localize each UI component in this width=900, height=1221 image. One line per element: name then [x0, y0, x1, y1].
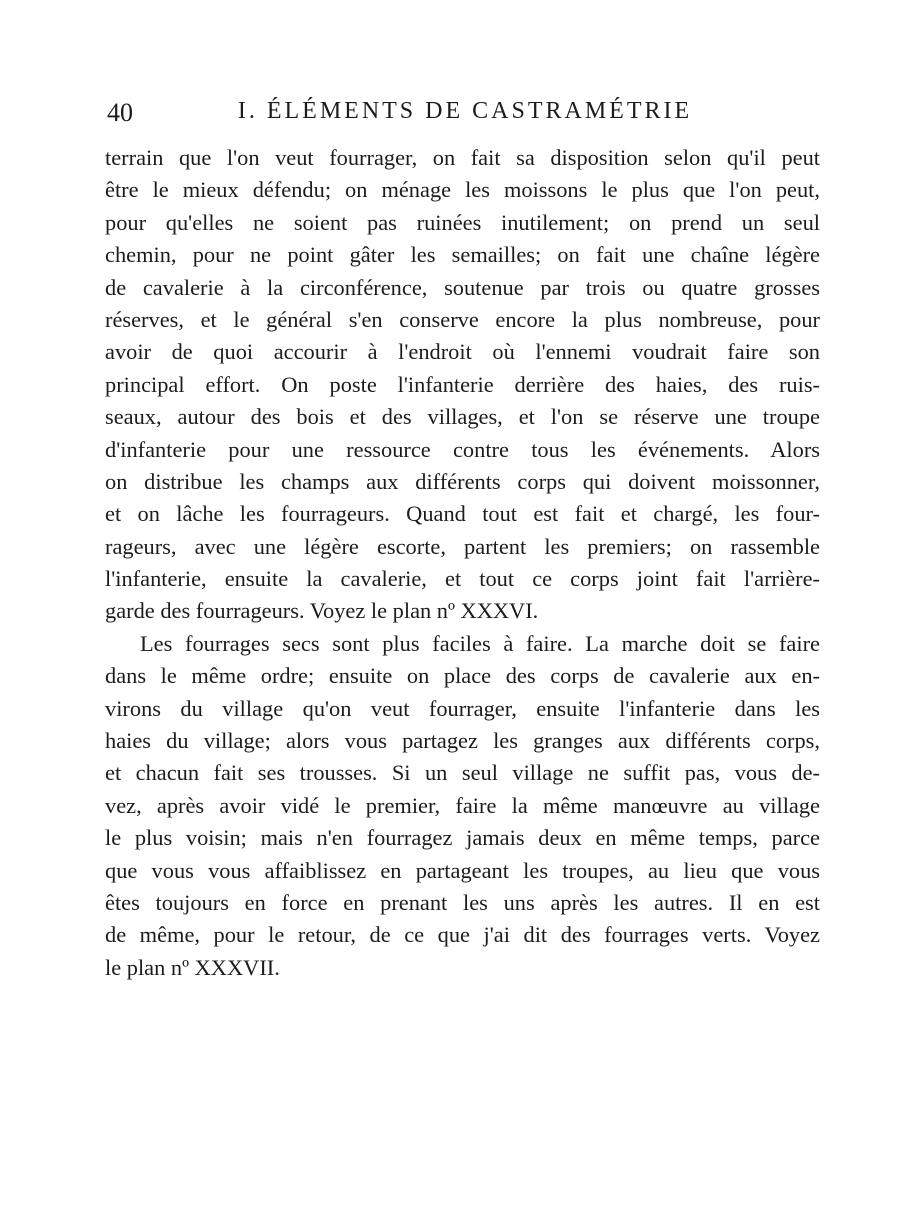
- text-line: pour qu'elles ne soient pas ruinées inutilement; on prend un seul: [105, 209, 820, 235]
- text-line: rageurs, avec une légère escorte, partent les premiers; on rassemble: [105, 533, 820, 559]
- text-line: êtes toujours en force en prenant les uns après les autres. Il en est: [105, 889, 820, 915]
- paragraph-1: [105, 142, 820, 628]
- text-line: virons du village qu'on veut fourrager, ensuite l'infanterie dans les: [105, 695, 820, 721]
- text-line: chemin, pour ne point gâter les semailles; on fait une chaîne légère: [105, 242, 820, 268]
- text-line: et chacun fait ses trousses. Si un seul village ne suffit pas, vous de-: [105, 760, 820, 786]
- text-line: de même, pour le retour, de ce que j'ai dit des fourrages verts. Voyez: [105, 922, 820, 948]
- text-line: haies du village; alors vous partagez les granges aux différents corps,: [105, 728, 820, 754]
- text-line: on distribue les champs aux différents corps qui doivent moissonner,: [105, 468, 820, 494]
- text-line: dans le même ordre; ensuite on place des corps de cavalerie aux en-: [105, 663, 820, 689]
- text-line: avoir de quoi accourir à l'endroit où l'ennemi voudrait faire son: [105, 339, 820, 365]
- text-line: d'infanterie pour une ressource contre tous les événements. Alors: [105, 436, 820, 462]
- text-line: et on lâche les fourrageurs. Quand tout est fait et chargé, les four-: [105, 501, 820, 527]
- text-line: être le mieux défendu; on ménage les moissons le plus que l'on peut,: [105, 177, 820, 203]
- text-line: seaux, autour des bois et des villages, et l'on se réserve une troupe: [105, 404, 820, 430]
- running-head: I. ÉLÉMENTS DE CASTRAMÉTRIE: [237, 98, 693, 124]
- page-header: [105, 96, 825, 132]
- text-line: garde des fourrageurs. Voyez le plan nº XXXVI.: [105, 598, 539, 624]
- text-line: que vous vous affaiblissez en partageant les troupes, au lieu que vous: [105, 857, 820, 883]
- text-line: vez, après avoir vidé le premier, faire la même manœuvre au village: [105, 792, 820, 818]
- text-line: réserves, et le général s'en conserve encore la plus nombreuse, pour: [105, 306, 820, 332]
- text-line: le plus voisin; mais n'en fourragez jamais deux en même temps, parce: [105, 825, 820, 851]
- text-line: le plan nº XXXVII.: [105, 954, 280, 980]
- text-line: l'infanterie, ensuite la cavalerie, et tout ce corps joint fait l'arrière-: [105, 566, 820, 592]
- text-line: de cavalerie à la circonférence, soutenue par trois ou quatre grosses: [105, 274, 820, 300]
- text-line: terrain que l'on veut fourrager, on fait sa disposition selon qu'il peut: [105, 145, 820, 170]
- text-line: Les fourrages secs sont plus faciles à faire. La marche doit se faire: [140, 630, 820, 656]
- paragraph-2: [105, 628, 820, 984]
- body-text: [105, 142, 820, 984]
- text-line: principal effort. On poste l'infanterie derrière des haies, des ruis-: [105, 371, 820, 397]
- page-number: 40: [107, 98, 133, 127]
